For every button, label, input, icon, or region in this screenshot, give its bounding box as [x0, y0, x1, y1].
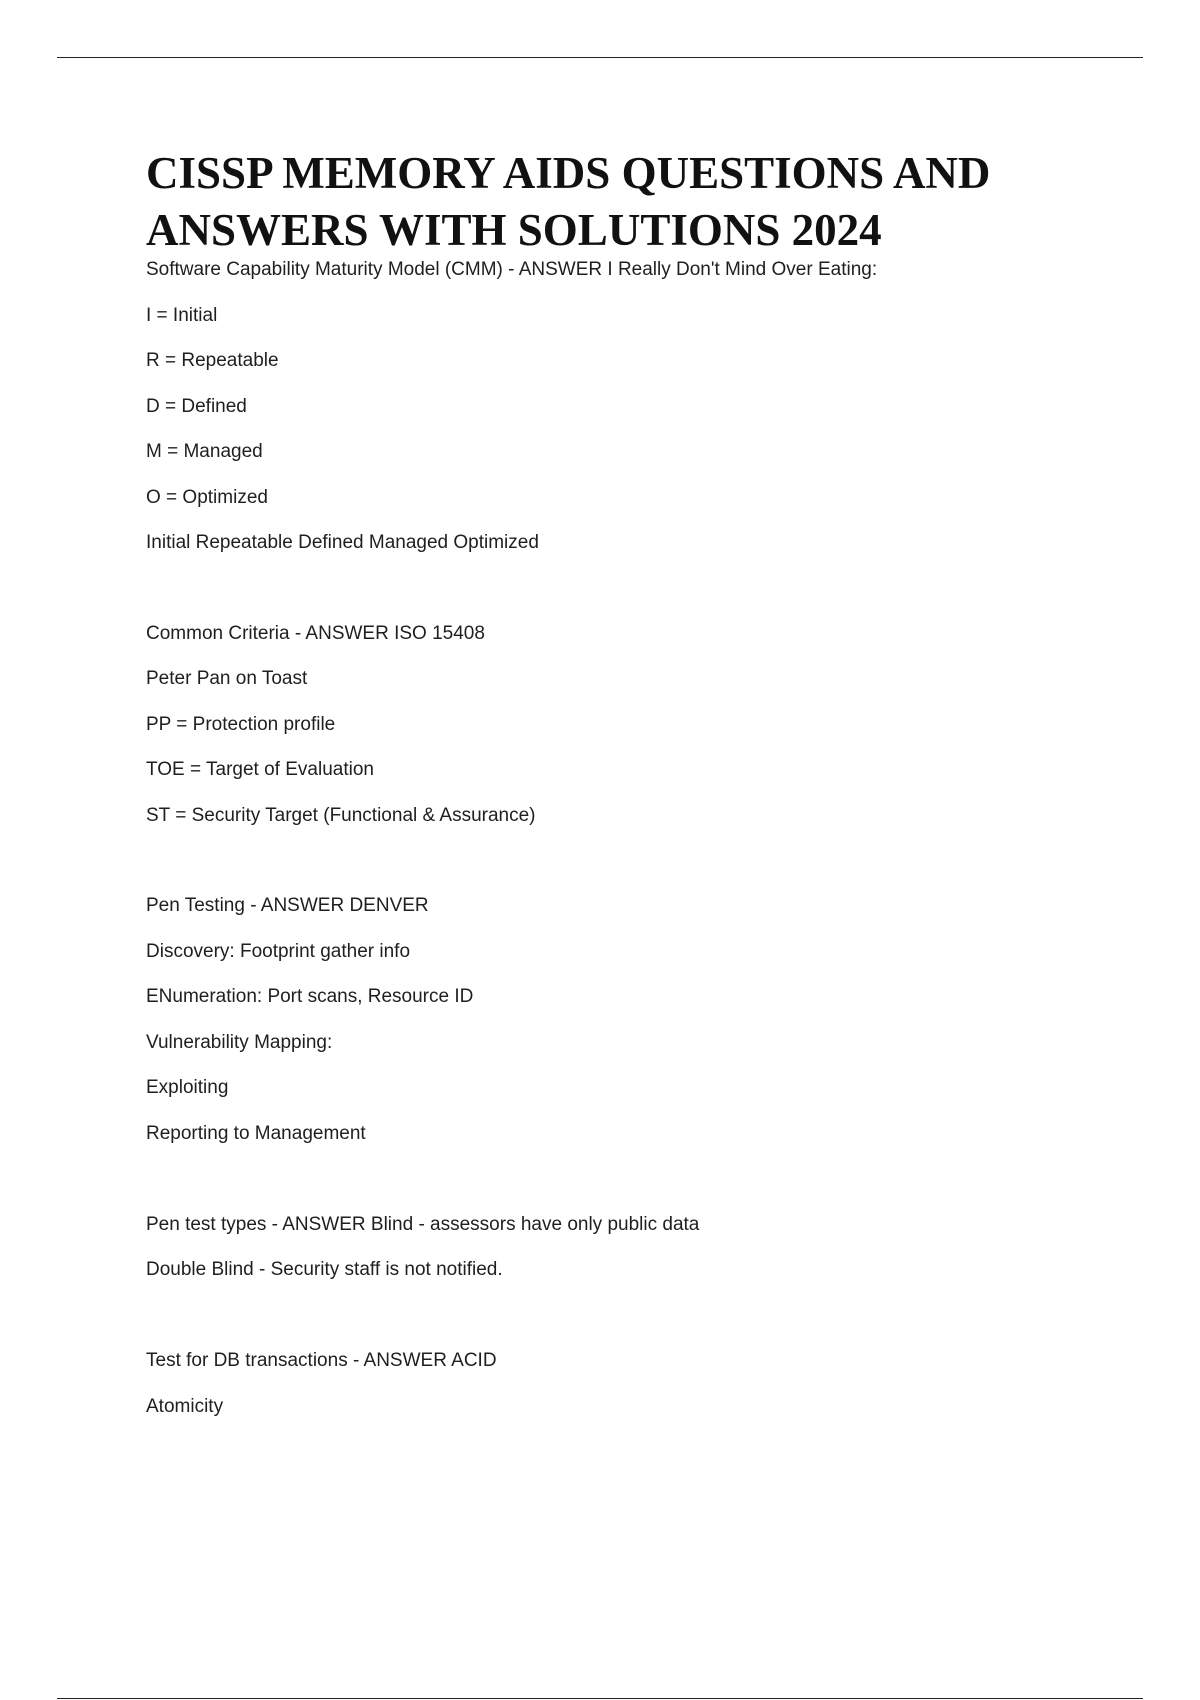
- qa-question-cmm: Software Capability Maturity Model (CMM) - ANSWER I Really Don't Mind Over Eating:: [146, 259, 878, 280]
- text-line: TOE = Target of Evaluation: [146, 759, 374, 780]
- top-divider: [57, 57, 1143, 58]
- text-line: M = Managed: [146, 441, 263, 462]
- text-line: Reporting to Management: [146, 1123, 366, 1144]
- text-line: Vulnerability Mapping:: [146, 1032, 333, 1053]
- qa-question-pen-testing: Pen Testing - ANSWER DENVER: [146, 895, 429, 916]
- text-line: Atomicity: [146, 1396, 224, 1417]
- text-line: Discovery: Footprint gather info: [146, 941, 411, 962]
- qa-question-db-transactions: Test for DB transactions - ANSWER ACID: [146, 1350, 497, 1371]
- text-line: I = Initial: [146, 305, 218, 326]
- document-title: CISSP MEMORY AIDS QUESTIONS AND ANSWERS WITH SOLUTIONS 2024: [146, 148, 991, 255]
- qa-question-pen-test-types: Pen test types - ANSWER Blind - assessors have only public data: [146, 1214, 700, 1235]
- text-line: D = Defined: [146, 396, 247, 417]
- text-line: ENumeration: Port scans, Resource ID: [146, 986, 474, 1007]
- qa-question-common-criteria: Common Criteria - ANSWER ISO 15408: [146, 623, 485, 644]
- text-line: ST = Security Target (Functional & Assurance): [146, 805, 536, 826]
- text-line: R = Repeatable: [146, 350, 279, 371]
- text-line: Initial Repeatable Defined Managed Optimized: [146, 532, 539, 553]
- text-line: O = Optimized: [146, 487, 268, 508]
- text-line: Peter Pan on Toast: [146, 668, 308, 689]
- bottom-divider: [57, 1698, 1143, 1699]
- text-line: Exploiting: [146, 1077, 229, 1098]
- text-line: Double Blind - Security staff is not notified.: [146, 1259, 503, 1280]
- text-line: PP = Protection profile: [146, 714, 336, 735]
